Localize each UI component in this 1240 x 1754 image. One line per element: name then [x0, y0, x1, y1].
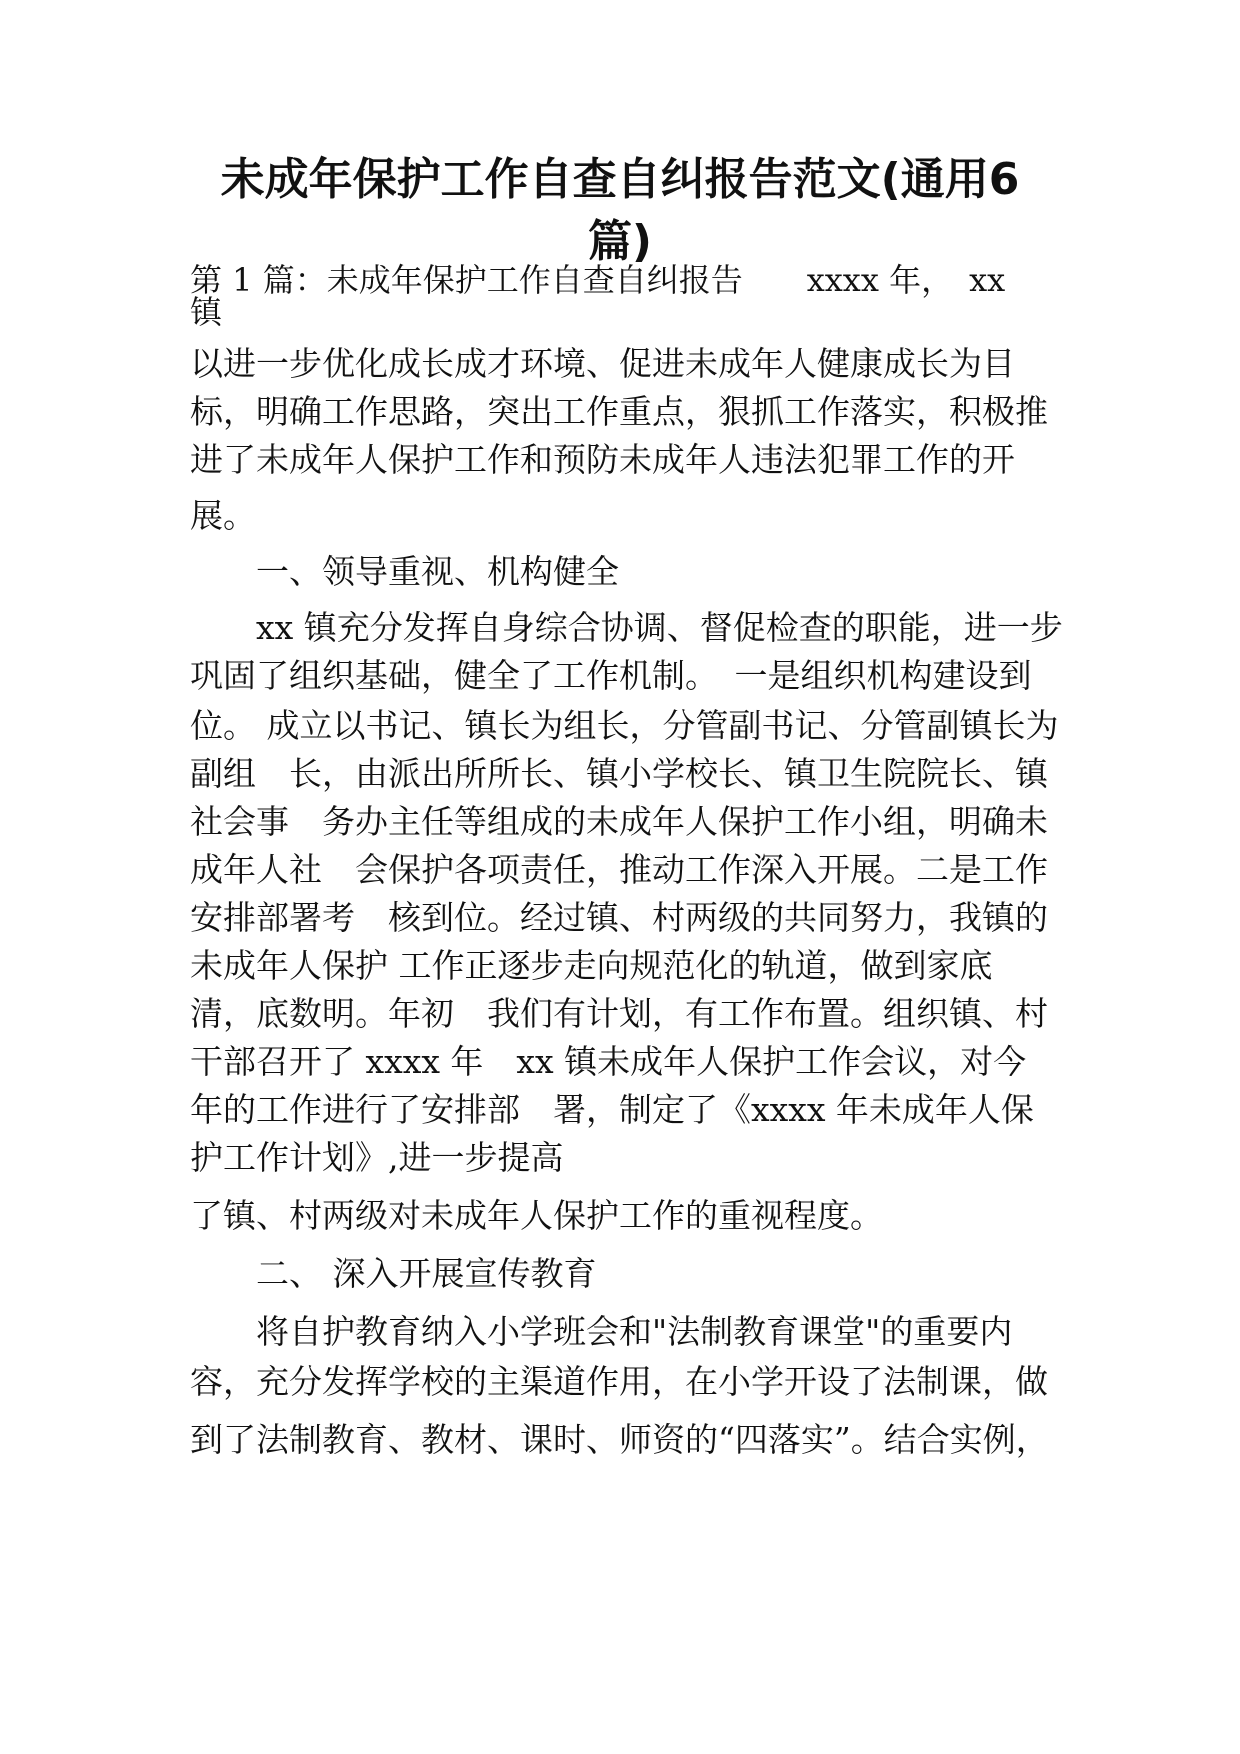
body-line: 位。 成立以书记、镇长为组长，分管副书记、分管副镇长为	[190, 706, 1059, 745]
body-line: 将自护教育纳入小学班会和"法制教育课堂"的重要内	[190, 1312, 1013, 1351]
section-heading-2: 二、 深入开展宣传教育	[190, 1254, 597, 1293]
document-title-line-1: 未成年保护工作自查自纠报告范文(通用6	[220, 154, 1020, 205]
body-line: 社会事 务办主任等组成的未成年人保护工作小组，明确未	[190, 802, 1048, 841]
body-line: 标，明确工作思路，突出工作重点，狠抓工作落实，积极推	[190, 392, 1048, 431]
body-line: 巩固了组织基础，健全了工作机制。 一是组织机构建设到	[190, 656, 1032, 695]
body-line: 以进一步优化成长成才环境、促进未成年人健康成长为目	[190, 344, 1015, 383]
body-line: 干部召开了 xxxx 年 xx 镇未成年人保护工作会议，对今	[190, 1042, 1027, 1081]
body-line: 成年人社 会保护各项责任，推动工作深入开展。二是工作	[190, 850, 1048, 889]
body-line: 展。	[190, 496, 256, 535]
chapter-heading-line-2: 镇	[190, 293, 223, 331]
body-line: 未成年人保护 工作正逐步走向规范化的轨道，做到家底	[190, 946, 993, 985]
body-line: 安排部署考 核到位。经过镇、村两级的共同努力，我镇的	[190, 898, 1048, 937]
body-line: 年的工作进行了安排部 署，制定了《xxxx 年未成年人保	[190, 1090, 1034, 1129]
body-line: 了镇、村两级对未成年人保护工作的重视程度。	[190, 1196, 883, 1235]
document-title-line-2: 篇)	[587, 216, 653, 267]
body-line: 副组 长，由派出所所长、镇小学校长、镇卫生院院长、镇	[190, 754, 1048, 793]
body-line: xx 镇充分发挥自身综合协调、督促检查的职能，进一步	[190, 608, 1063, 647]
body-line: 清，底数明。年初 我们有计划，有工作布置。组织镇、村	[190, 994, 1048, 1033]
body-line: 进了未成年人保护工作和预防未成年人违法犯罪工作的开	[190, 440, 1015, 479]
body-line: 到了法制教育、教材、课时、师资的“四落实”。结合实例，	[190, 1420, 1049, 1459]
body-line: 容，充分发挥学校的主渠道作用，在小学开设了法制课，做	[190, 1362, 1048, 1401]
chapter-heading-line-1: 第 1 篇：未成年保护工作自查自纠报告 xxxx 年， xx	[190, 261, 1006, 299]
body-line: 护工作计划》,进一步提高	[190, 1138, 564, 1177]
section-heading-1: 一、领导重视、机构健全	[190, 552, 619, 591]
